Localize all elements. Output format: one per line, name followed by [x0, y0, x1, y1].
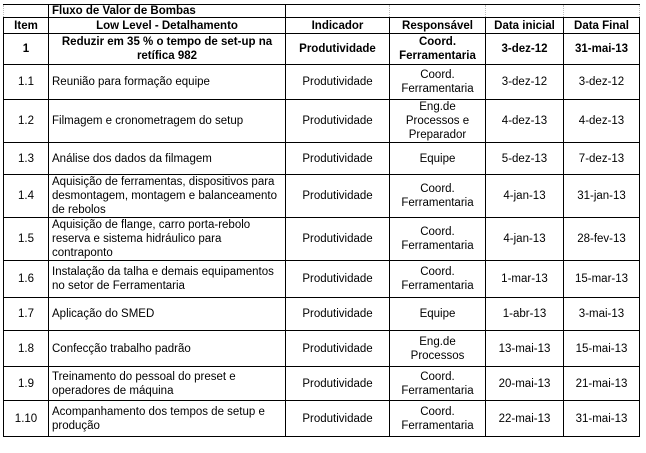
row-item: 1.10 [4, 401, 49, 437]
row-responsible: Coord. Ferramentaria [390, 401, 486, 437]
row-detail: Reunião para formação equipe [49, 65, 286, 100]
row-end-date: 7-dez-13 [564, 143, 640, 175]
row-detail: Filmagem e cronometragem do setup [49, 100, 286, 143]
row-indicator: Produtividade [286, 261, 390, 298]
row-start-date: 4-dez-13 [486, 100, 564, 143]
row-responsible: Equipe [390, 143, 486, 175]
row-detail: Aquisição de flange, carro porta-rebolo reserva e sistema hidráulico para contraponto [49, 218, 286, 261]
row-indicator: Produtividade [286, 298, 390, 331]
main-item: 1 [4, 34, 49, 65]
row-start-date: 1-mar-13 [486, 261, 564, 298]
row-item: 1.8 [4, 331, 49, 367]
row-responsible: Coord. Ferramentaria [390, 367, 486, 401]
title-blank-cell [486, 5, 564, 18]
header-start-date: Data inicial [486, 18, 564, 34]
row-detail: Instalação da talha e demais equipamentos no setor de Ferramentaria [49, 261, 286, 298]
row-detail: Acompanhamento dos tempos de setup e produção [49, 401, 286, 437]
row-item: 1.2 [4, 100, 49, 143]
row-detail: Aquisição de ferramentas, dispositivos para desmontagem, montagem e balanceamento de rebolos [49, 175, 286, 218]
main-row [4, 34, 640, 65]
table-row [4, 367, 640, 401]
row-indicator: Produtividade [286, 218, 390, 261]
row-responsible: Eng.de Processos e Preparador [390, 100, 486, 143]
header-item: Item [4, 18, 49, 34]
row-detail: Treinamento do pessoal do preset e operadores de máquina [49, 367, 286, 401]
row-end-date: 28-fev-13 [564, 218, 640, 261]
main-indicator: Produtividade [286, 34, 390, 65]
row-item: 1.5 [4, 218, 49, 261]
row-end-date: 3-dez-12 [564, 65, 640, 100]
title-row [4, 5, 640, 18]
main-start-date: 3-dez-12 [486, 34, 564, 65]
row-end-date: 4-dez-13 [564, 100, 640, 143]
table-row [4, 218, 640, 261]
row-responsible: Coord. Ferramentaria [390, 65, 486, 100]
row-end-date: 15-mar-13 [564, 261, 640, 298]
table-row [4, 175, 640, 218]
table-row [4, 401, 640, 437]
main-detail: Reduzir em 35 % o tempo de set-up na retífica 982 [49, 34, 286, 65]
row-responsible: Coord. Ferramentaria [390, 218, 486, 261]
row-detail: Análise dos dados da filmagem [49, 143, 286, 175]
title-blank-cell [286, 5, 390, 18]
title-blank-cell [390, 5, 486, 18]
header-detail: Low Level - Detalhamento [49, 18, 286, 34]
header-row [4, 18, 640, 34]
row-responsible: Coord. Ferramentaria [390, 261, 486, 298]
title-blank-cell [4, 5, 49, 18]
table-row [4, 298, 640, 331]
main-end-date: 31-mai-13 [564, 34, 640, 65]
table-row [4, 331, 640, 367]
action-plan-table [3, 4, 640, 437]
row-item: 1.6 [4, 261, 49, 298]
row-responsible: Coord. Ferramentaria [390, 175, 486, 218]
row-item: 1.1 [4, 65, 49, 100]
row-start-date: 5-dez-13 [486, 143, 564, 175]
table-row [4, 261, 640, 298]
row-end-date: 21-mai-13 [564, 367, 640, 401]
row-indicator: Produtividade [286, 367, 390, 401]
header-indicator: Indicador [286, 18, 390, 34]
row-end-date: 15-mai-13 [564, 331, 640, 367]
row-item: 1.4 [4, 175, 49, 218]
row-indicator: Produtividade [286, 401, 390, 437]
sheet-title: Fluxo de Valor de Bombas [49, 5, 286, 18]
row-item: 1.3 [4, 143, 49, 175]
row-indicator: Produtividade [286, 143, 390, 175]
row-start-date: 4-jan-13 [486, 175, 564, 218]
row-responsible: Equipe [390, 298, 486, 331]
row-indicator: Produtividade [286, 100, 390, 143]
row-item: 1.7 [4, 298, 49, 331]
row-indicator: Produtividade [286, 175, 390, 218]
row-start-date: 13-mai-13 [486, 331, 564, 367]
table-row [4, 100, 640, 143]
row-end-date: 31-mai-13 [564, 401, 640, 437]
row-start-date: 22-mai-13 [486, 401, 564, 437]
row-start-date: 3-dez-12 [486, 65, 564, 100]
main-responsible: Coord. Ferramentaria [390, 34, 486, 65]
row-item: 1.9 [4, 367, 49, 401]
row-start-date: 4-jan-13 [486, 218, 564, 261]
row-end-date: 3-mai-13 [564, 298, 640, 331]
row-end-date: 31-jan-13 [564, 175, 640, 218]
row-start-date: 20-mai-13 [486, 367, 564, 401]
row-start-date: 1-abr-13 [486, 298, 564, 331]
table-row [4, 65, 640, 100]
row-detail: Confecção trabalho padrão [49, 331, 286, 367]
header-responsible: Responsável [390, 18, 486, 34]
row-responsible: Eng.de Processos [390, 331, 486, 367]
row-indicator: Produtividade [286, 331, 390, 367]
title-blank-cell [564, 5, 640, 18]
row-detail: Aplicação do SMED [49, 298, 286, 331]
row-indicator: Produtividade [286, 65, 390, 100]
header-end-date: Data Final [564, 18, 640, 34]
table-row [4, 143, 640, 175]
